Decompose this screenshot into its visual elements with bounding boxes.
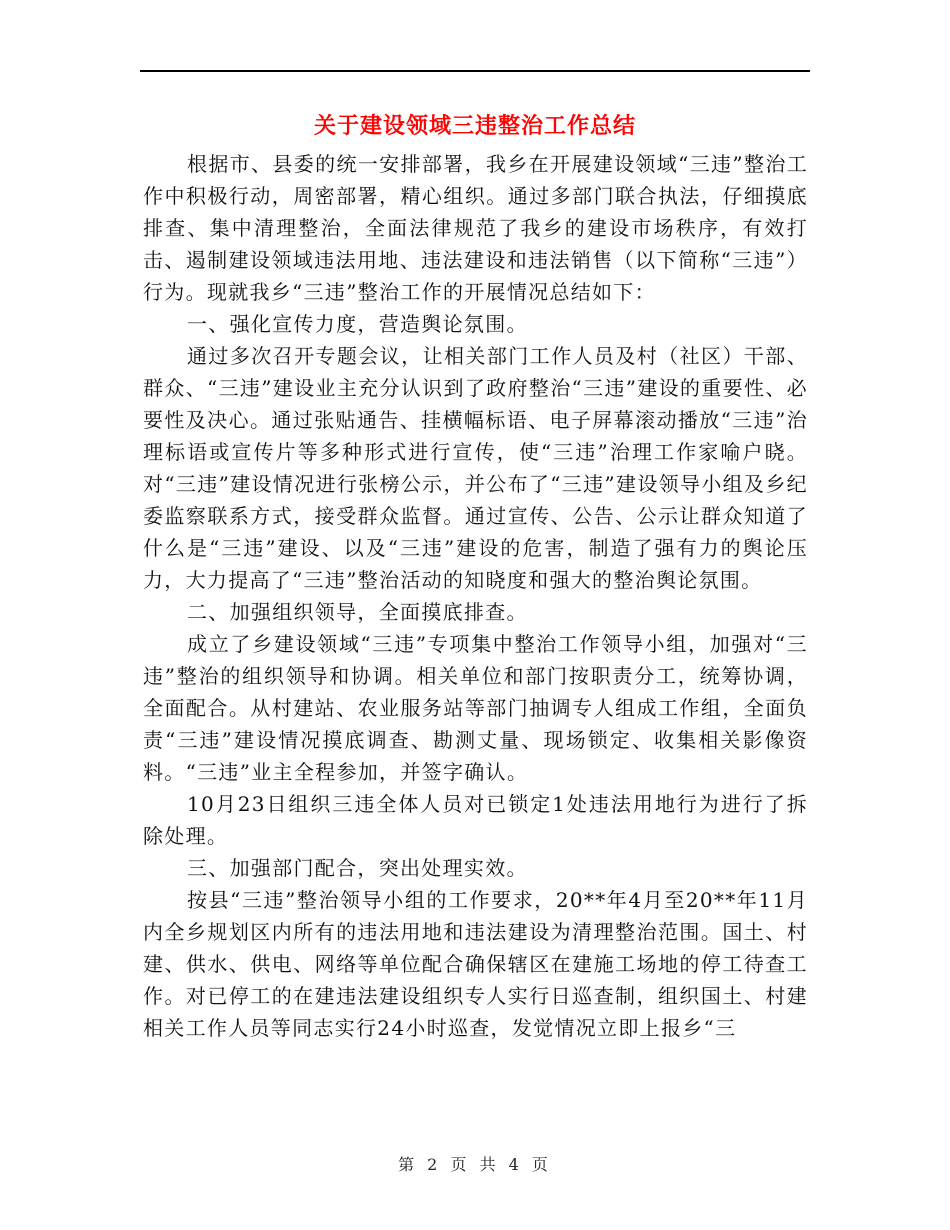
section-heading-2: 二、加强组织领导，全面摸底排查。 <box>187 600 528 624</box>
section-heading-1: 一、强化宣传力度，营造舆论氛围。 <box>187 312 528 336</box>
paragraph-demolition: 10月23日组织三违全体人员对已锁定1处违法用地行为进行了拆除处理。 <box>143 792 808 848</box>
document-body <box>143 148 808 1044</box>
document-title: 关于建设领域三违整治工作总结 <box>313 113 636 139</box>
paragraph-organization: 成立了乡建设领域“三违”专项集中整治工作领导小组，加强对“三违”整治的组织领导和协调。相关单位和部门按职责分工，统筹协调，全面配合。从村建站、农业服务站等部门抽调专人组成工作组，全面负责“三违”建设情况摸底调查、勘测丈量、现场锁定、收集相关影像资料。“三违”业主全程参加，并签字确认。 <box>143 632 808 784</box>
header-rule <box>140 70 810 72</box>
paragraph-coordination: 按县“三违”整治领导小组的工作要求，20**年4月至20**年11月内全乡规划区内所有的违法用地和违法建设为清理整治范围。国土、村建、供水、供电、网络等单位配合确保辖区在建施工场地的停工待查工作。对已停工的在建违法建设组织专人实行日巡查制，组织国土、村建相关工作人员等同志实行24小时巡查，发觉情况立即上报乡“三 <box>143 888 808 1040</box>
paragraph-publicity: 通过多次召开专题会议，让相关部门工作人员及村（社区）干部、群众、“三违”建设业主充分认识到了政府整治“三违”建设的重要性、必要性及决心。通过张贴通告、挂横幅标语、电子屏幕滚动播放“三违”治理标语或宣传片等多种形式进行宣传，使“三违”治理工作家喻户晓。对“三违”建设情况进行张榜公示，并公布了“三违”建设领导小组及乡纪委监察联系方式，接受群众监督。通过宣传、公告、公示让群众知道了什么是“三违”建设、以及“三违”建设的危害，制造了强有力的舆论压力，大力提高了“三违”整治活动的知晓度和强大的整治舆论氛围。 <box>143 344 808 592</box>
paragraph-intro: 根据市、县委的统一安排部署，我乡在开展建设领域“三违”整治工作中积极行动，周密部署，精心组织。通过多部门联合执法，仔细摸底排查、集中清理整治，全面法律规范了我乡的建设市场秩序，有效打击、遏制建设领域违法用地、违法建设和违法销售（以下简称“三违”）行为。现就我乡“三违”整治工作的开展情况总结如下： <box>143 152 808 304</box>
page-number-footer: 第 2 页 共 4 页 <box>398 1155 552 1174</box>
section-heading-3: 三、加强部门配合，突出处理实效。 <box>187 856 528 880</box>
